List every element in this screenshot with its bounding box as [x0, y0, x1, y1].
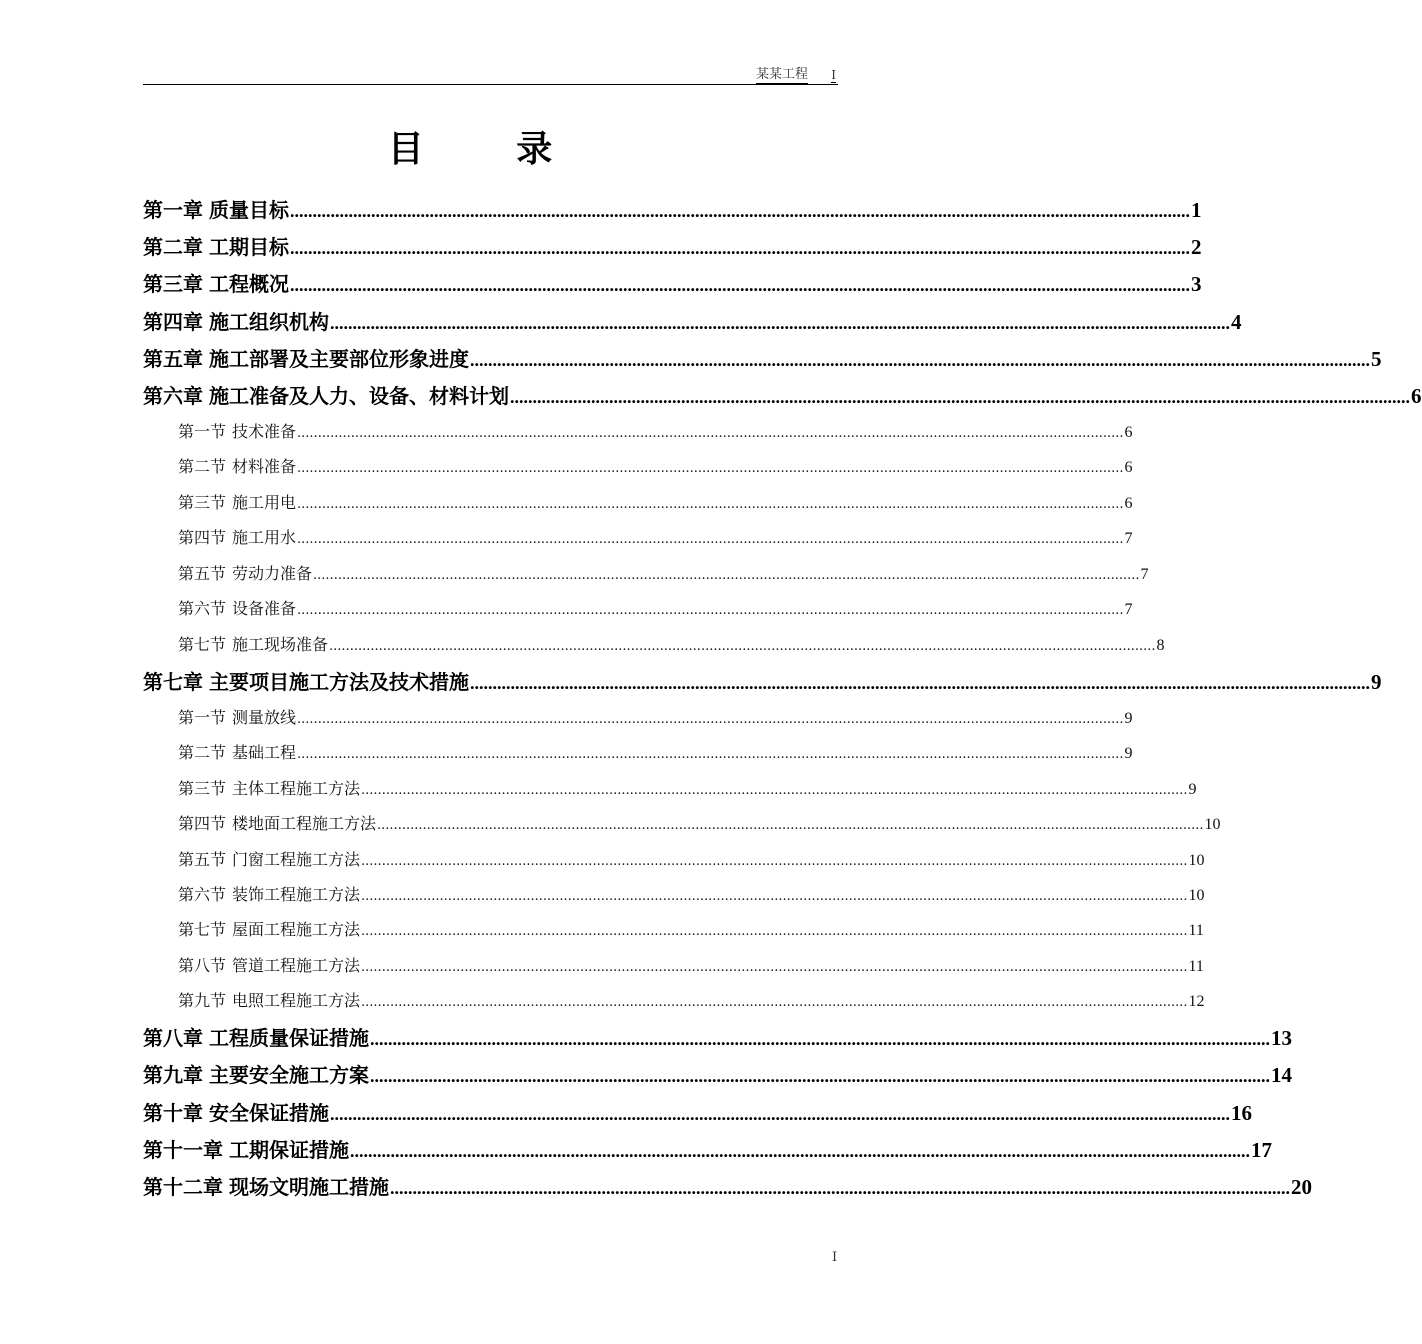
toc-section-entry[interactable]: [178, 740, 1133, 762]
toc-entry-text: 安全保证措施: [209, 1101, 329, 1125]
toc-entry-text: 装饰工程施工方法: [232, 885, 361, 904]
toc-entry-text: 施工现场准备: [232, 635, 329, 654]
toc-entry-text: 现场文明施工措施: [229, 1175, 389, 1199]
toc-section-entry[interactable]: [178, 882, 1205, 904]
toc-entry-label: [143, 1171, 389, 1200]
toc-entry-number: 第六节: [178, 885, 227, 904]
toc-entry-text: 电照工程施工方法: [232, 991, 361, 1010]
toc-leader-dots: ........................................................................................................................................................................................................: [290, 238, 1190, 258]
toc-entry-text: 施工部署及主要部位形象进度: [209, 347, 469, 371]
toc-entry-text: 技术准备: [232, 422, 297, 441]
toc-entry-text: 劳动力准备: [232, 564, 313, 583]
toc-entry-text: 主要安全施工方案: [209, 1063, 369, 1087]
toc-leader-dots: ........................................................................................................................................................................................................: [297, 603, 1124, 618]
toc-page-number: 17: [1251, 1138, 1272, 1162]
toc-page-number: 8: [1156, 637, 1165, 654]
toc-section-entry[interactable]: [178, 776, 1197, 798]
toc-entry-label: [143, 1059, 369, 1088]
toc-page-number: 14: [1271, 1063, 1292, 1087]
toc-entry-text: 楼地面工程施工方法: [232, 814, 377, 833]
toc-entry-text: 主体工程施工方法: [232, 779, 361, 798]
toc-leader-dots: ........................................................................................................................................................................................................: [510, 387, 1410, 407]
toc-page-number: 2: [1191, 235, 1202, 259]
toc-leader-dots: ........................................................................................................................................................................................................: [350, 1141, 1250, 1161]
toc-entry-number: 第二节: [178, 457, 227, 476]
toc-entry-text: 工程概况: [209, 272, 289, 296]
toc-entry-label: [178, 882, 360, 905]
toc-leader-dots: ........................................................................................................................................................................................................: [313, 568, 1140, 583]
toc-entry-number: 第五章: [143, 347, 203, 371]
toc-chapter-entry[interactable]: [143, 231, 1202, 259]
toc-entry-number: 第八章: [143, 1026, 203, 1050]
toc-entry-text: 施工准备及人力、设备、材料计划: [209, 384, 509, 408]
toc-title: 目 录: [387, 129, 593, 170]
toc-entry-label: [143, 194, 289, 223]
toc-leader-dots: ........................................................................................................................................................................................................: [329, 639, 1156, 654]
toc-entry-text: 管道工程施工方法: [232, 956, 361, 975]
toc-entry-label: [143, 666, 469, 695]
toc-entry-text: 施工用水: [232, 528, 297, 547]
toc-entry-label: [178, 776, 360, 799]
toc-section-entry[interactable]: [178, 917, 1204, 939]
toc-leader-dots: ........................................................................................................................................................................................................: [361, 783, 1188, 798]
toc-section-entry[interactable]: [178, 525, 1133, 547]
toc-entry-number: 第四节: [178, 528, 227, 547]
toc-entry-number: 第五节: [178, 564, 227, 583]
toc-page-number: 9: [1371, 670, 1382, 694]
toc-entry-number: 第九章: [143, 1063, 203, 1087]
toc-entry-number: 第三章: [143, 272, 203, 296]
toc-entry-label: [178, 596, 296, 619]
toc-section-entry[interactable]: [178, 988, 1205, 1010]
toc-entry-number: 第二节: [178, 743, 227, 762]
toc-chapter-entry[interactable]: [143, 194, 1202, 222]
toc-entry-label: [143, 380, 509, 409]
toc-entry-number: 第五节: [178, 850, 227, 869]
footer-page-number: I: [832, 1250, 838, 1265]
toc-page-number: 7: [1124, 601, 1133, 618]
toc-chapter-entry[interactable]: [143, 268, 1202, 296]
toc-entry-number: 第二章: [143, 235, 203, 259]
toc-leader-dots: ........................................................................................................................................................................................................: [330, 1104, 1230, 1124]
toc-entry-text: 屋面工程施工方法: [232, 920, 361, 939]
toc-page-number: 5: [1371, 347, 1382, 371]
toc-entry-label: [178, 632, 328, 655]
toc-entry-number: 第七节: [178, 920, 227, 939]
toc-entry-label: [143, 1097, 329, 1126]
toc-page-number: 16: [1231, 1101, 1252, 1125]
toc-section-entry[interactable]: [178, 419, 1133, 441]
toc-entry-number: 第十二章: [143, 1175, 223, 1199]
toc-leader-dots: ........................................................................................................................................................................................................: [297, 426, 1124, 441]
toc-entry-label: [143, 231, 289, 260]
toc-entry-label: [178, 917, 360, 940]
header-page-number: I: [831, 68, 836, 82]
toc-entry-label: [143, 1022, 369, 1051]
toc-entry-number: 第六章: [143, 384, 203, 408]
toc-entry-text: 设备准备: [232, 599, 297, 618]
toc-entry-label: [178, 454, 296, 477]
toc-entry-text: 施工组织机构: [209, 310, 329, 334]
toc-entry-label: [178, 988, 360, 1011]
toc-leader-dots: ........................................................................................................................................................................................................: [377, 818, 1204, 833]
toc-entry-label: [178, 847, 360, 870]
toc-leader-dots: ........................................................................................................................................................................................................: [361, 995, 1188, 1010]
toc-page-number: 10: [1188, 852, 1205, 869]
toc-entry-number: 第四章: [143, 310, 203, 334]
toc-entry-text: 施工用电: [232, 493, 297, 512]
toc-chapter-entry[interactable]: [143, 1022, 1292, 1050]
toc-entry-number: 第八节: [178, 956, 227, 975]
toc-entry-text: 工期目标: [209, 235, 289, 259]
toc-entry-number: 第十一章: [143, 1138, 223, 1162]
toc-entry-text: 基础工程: [232, 743, 297, 762]
toc-page-number: 9: [1188, 781, 1197, 798]
toc-page-number: 1: [1191, 198, 1202, 222]
toc-section-entry[interactable]: [178, 632, 1165, 654]
toc-page-number: 10: [1188, 887, 1205, 904]
toc-leader-dots: ........................................................................................................................................................................................................: [361, 889, 1188, 904]
toc-page-number: 12: [1188, 993, 1205, 1010]
toc-entry-number: 第一节: [178, 422, 227, 441]
toc-chapter-entry[interactable]: [143, 380, 1422, 408]
toc-leader-dots: ........................................................................................................................................................................................................: [370, 1066, 1270, 1086]
toc-leader-dots: ........................................................................................................................................................................................................: [361, 960, 1188, 975]
toc-page-number: 7: [1140, 566, 1149, 583]
toc-entry-number: 第三节: [178, 779, 227, 798]
toc-entry-number: 第六节: [178, 599, 227, 618]
toc-entry-number: 第七节: [178, 635, 227, 654]
toc-leader-dots: ........................................................................................................................................................................................................: [470, 350, 1370, 370]
toc-page-number: 6: [1124, 459, 1133, 476]
header-title: 某某工程: [755, 67, 808, 82]
toc-entry-label: [178, 953, 360, 976]
page-header: [143, 66, 838, 85]
toc-leader-dots: ........................................................................................................................................................................................................: [297, 532, 1124, 547]
toc-entry-label: [143, 1134, 349, 1163]
toc-leader-dots: ........................................................................................................................................................................................................: [297, 497, 1124, 512]
toc-entry-label: [178, 490, 296, 513]
toc-entry-text: 门窗工程施工方法: [232, 850, 361, 869]
toc-leader-dots: ........................................................................................................................................................................................................: [297, 461, 1124, 476]
toc-chapter-entry[interactable]: [143, 1097, 1252, 1125]
toc-entry-label: [178, 525, 296, 548]
toc-entry-number: 第一节: [178, 708, 227, 727]
toc-chapter-entry[interactable]: [143, 1134, 1272, 1162]
toc-section-entry[interactable]: [178, 454, 1133, 476]
toc-section-entry[interactable]: [178, 953, 1204, 975]
toc-leader-dots: ........................................................................................................................................................................................................: [290, 201, 1190, 221]
toc-entry-number: 第十章: [143, 1101, 203, 1125]
toc-entry-text: 测量放线: [232, 708, 297, 727]
toc-entry-label: [178, 740, 296, 763]
toc-entry-label: [178, 561, 312, 584]
toc-entry-text: 质量目标: [209, 198, 289, 222]
toc-section-entry[interactable]: [178, 847, 1205, 869]
toc-entry-label: [178, 811, 376, 834]
toc-leader-dots: ........................................................................................................................................................................................................: [290, 275, 1190, 295]
toc-page-number: 6: [1124, 495, 1133, 512]
toc-entry-label: [143, 343, 469, 372]
toc-chapter-entry[interactable]: [143, 666, 1382, 694]
toc-page-number: 4: [1231, 310, 1242, 334]
toc-entry-text: 工程质量保证措施: [209, 1026, 369, 1050]
toc-entry-label: [143, 306, 329, 335]
toc-entry-number: 第四节: [178, 814, 227, 833]
toc-leader-dots: ........................................................................................................................................................................................................: [470, 673, 1370, 693]
toc-leader-dots: ........................................................................................................................................................................................................: [330, 313, 1230, 333]
toc-leader-dots: ........................................................................................................................................................................................................: [297, 747, 1124, 762]
toc-entry-number: 第九节: [178, 991, 227, 1010]
toc-entry-text: 主要项目施工方法及技术措施: [209, 670, 469, 694]
toc-page-number: 20: [1291, 1175, 1312, 1199]
toc-section-entry[interactable]: [178, 490, 1133, 512]
toc-leader-dots: ........................................................................................................................................................................................................: [297, 712, 1124, 727]
toc-page-number: 9: [1124, 745, 1133, 762]
toc-section-entry[interactable]: [178, 811, 1221, 833]
toc-page-number: 13: [1271, 1026, 1292, 1050]
toc-page-number: 6: [1124, 424, 1133, 441]
toc-chapter-entry[interactable]: [143, 343, 1382, 371]
toc-page-number: 3: [1191, 272, 1202, 296]
toc-entry-number: 第一章: [143, 198, 203, 222]
toc-page-number: 11: [1188, 922, 1204, 939]
toc-entry-text: 工期保证措施: [229, 1138, 349, 1162]
toc-leader-dots: ........................................................................................................................................................................................................: [390, 1178, 1290, 1198]
toc-entry-text: 材料准备: [232, 457, 297, 476]
toc-page-number: 9: [1124, 710, 1133, 727]
toc-chapter-entry[interactable]: [143, 1059, 1292, 1087]
toc-chapter-entry[interactable]: [143, 1171, 1312, 1199]
toc-page-number: 10: [1204, 816, 1221, 833]
toc-leader-dots: ........................................................................................................................................................................................................: [370, 1029, 1270, 1049]
toc-leader-dots: ........................................................................................................................................................................................................: [361, 924, 1188, 939]
toc-chapter-entry[interactable]: [143, 306, 1242, 334]
toc-entry-number: 第七章: [143, 670, 203, 694]
toc-entry-label: [178, 705, 296, 728]
toc-page-number: 11: [1188, 958, 1204, 975]
toc-leader-dots: ........................................................................................................................................................................................................: [361, 854, 1188, 869]
toc-page-number: 7: [1124, 530, 1133, 547]
toc-entry-label: [178, 419, 296, 442]
toc-section-entry[interactable]: [178, 705, 1133, 727]
toc-section-entry[interactable]: [178, 561, 1149, 583]
toc-page-number: 6: [1411, 384, 1422, 408]
toc-section-entry[interactable]: [178, 596, 1133, 618]
toc-entry-number: 第三节: [178, 493, 227, 512]
toc-entry-label: [143, 268, 289, 297]
